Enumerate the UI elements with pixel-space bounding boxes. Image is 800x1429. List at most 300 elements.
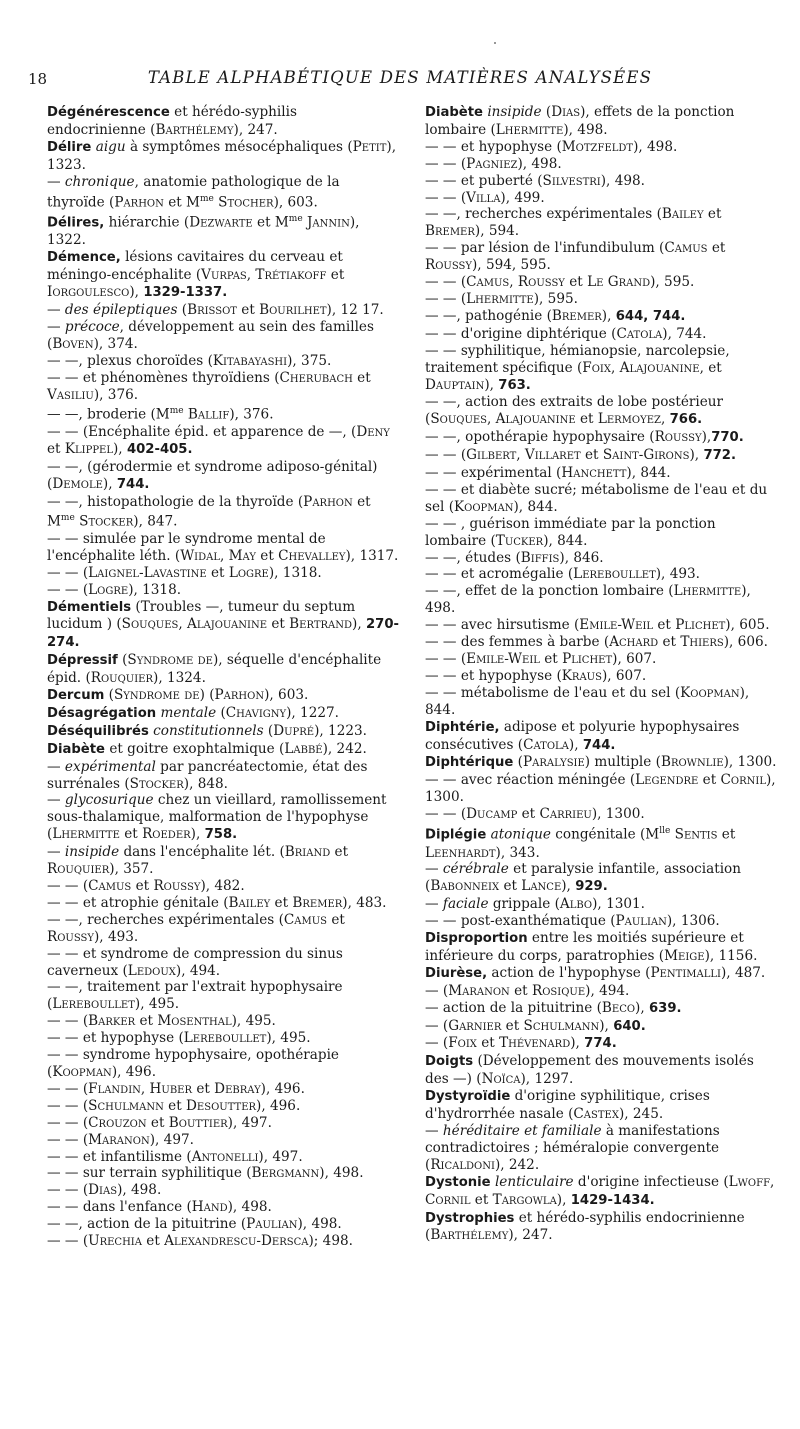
- entry-text: ), 1300.: [723, 754, 777, 771]
- entry-text: et: [163, 1097, 187, 1114]
- index-entry: [425, 983, 777, 1000]
- entry-italic-term: expérimental: [64, 758, 156, 775]
- entry-text: — — post-exanthématique (: [425, 913, 616, 930]
- index-entry: [47, 1047, 399, 1081]
- entry-text: chez un vieillard, ramollissement sous-thalamique, malformation de l'hypophyse (: [47, 792, 391, 843]
- author-name: Ducamp: [466, 806, 518, 823]
- entry-text: ), 498.: [297, 1216, 342, 1233]
- author-name: Camus: [88, 878, 132, 894]
- index-entry: [47, 844, 399, 878]
- entry-text: — — (: [47, 1097, 89, 1114]
- index-entry: [47, 792, 399, 844]
- entry-text: et: [580, 447, 603, 464]
- author-name: Laignel-Lavastine: [88, 564, 207, 581]
- entry-italic-term: lenticulaire: [494, 1173, 574, 1190]
- index-entry: [47, 1216, 399, 1233]
- entry-keyword: Diplégie: [425, 827, 487, 843]
- author-name: Stocker: [79, 513, 134, 530]
- entry-text: et paralysie infantile, association (: [425, 861, 746, 895]
- index-entry: [425, 1000, 777, 1018]
- entry-text: ), 247.: [233, 121, 278, 138]
- author-name: Barker: [88, 1013, 136, 1030]
- entry-text: ), 1300.: [591, 806, 645, 823]
- entry-text: —: [425, 1123, 443, 1139]
- entry-text: ), 1156.: [704, 947, 758, 964]
- author-name: Kraus: [561, 667, 602, 684]
- author-name: Brownlie: [660, 754, 724, 771]
- entry-text: ), 496.: [256, 1097, 301, 1114]
- author-name: Camus: [283, 911, 328, 928]
- page-reference-bold: 772.: [703, 448, 736, 464]
- entry-text: ), 493.: [94, 928, 139, 945]
- entry-text: ), 1306.: [666, 913, 720, 930]
- entry-text: —: [47, 173, 65, 190]
- entry-text: (: [541, 104, 552, 120]
- entry-text: ), 603.: [273, 194, 318, 211]
- author-name: Chavigny: [225, 704, 287, 721]
- index-entry: [425, 516, 777, 550]
- title-superscript: lle: [659, 826, 671, 837]
- entry-text: ), 357.: [109, 861, 154, 878]
- entry-text: — — (: [425, 155, 467, 172]
- entry-italic-term: aigu: [95, 138, 126, 155]
- page-reference-bold: 644, 744.: [615, 308, 686, 324]
- author-name: Barthélemy: [430, 1227, 509, 1244]
- entry-text: — — avec réaction méningée (: [425, 772, 636, 789]
- entry-text: ), 1301.: [592, 896, 645, 913]
- author-name: Lereboullet: [573, 566, 656, 583]
- author-name: Dezwarte: [189, 214, 253, 231]
- author-name: Lance: [521, 878, 562, 895]
- author-name: Emile-Weil: [466, 651, 540, 667]
- entry-text: ), 498.: [600, 172, 645, 189]
- entry-keyword: Doigts: [425, 1054, 474, 1070]
- index-entry: [47, 759, 399, 793]
- entry-keyword: Dystonie: [425, 1174, 491, 1190]
- entry-text: — —, broderie (M: [47, 407, 170, 423]
- index-column-left: [47, 104, 399, 1250]
- author-name: Souques, Alajouanine: [430, 411, 576, 428]
- author-name: Motzfeldt: [561, 138, 634, 155]
- entry-text: ), séquelle d'encéphalite épid. (: [47, 652, 386, 687]
- entry-text: et: [653, 617, 676, 634]
- entry-text: et M: [163, 194, 200, 211]
- index-entry: [425, 1210, 777, 1245]
- entry-text: ), 498.: [117, 1182, 162, 1199]
- author-name: Dupré: [273, 722, 315, 739]
- entry-text: ), 1318.: [128, 581, 182, 598]
- entry-text: d'origine syphilitique, crises d'hydrorrhée nasale (: [425, 1088, 715, 1123]
- entry-text: ), 1318.: [268, 564, 322, 581]
- author-name: Iorgoulesco: [47, 284, 130, 301]
- entry-text: ),: [352, 616, 366, 633]
- index-entry: [47, 104, 399, 139]
- entry-text: ), 844.: [626, 465, 671, 482]
- entry-text: — — d'origine diphtérique (: [425, 325, 617, 342]
- author-name: Roussy: [425, 257, 472, 274]
- author-name: Villa: [466, 189, 501, 206]
- index-entry: [47, 1182, 399, 1199]
- index-entry: [47, 723, 399, 741]
- entry-text: ),: [570, 1035, 585, 1052]
- entry-text: et: [539, 651, 563, 667]
- author-name: Schulmann: [88, 1097, 164, 1114]
- author-name: Stocher: [218, 194, 274, 211]
- index-entry: [425, 139, 777, 156]
- author-name: Plichet: [675, 617, 726, 634]
- entry-text: ),: [689, 447, 704, 464]
- entry-text: et: [330, 844, 353, 861]
- entry-text: à manifestations contradictoires ; héméralopie convergente (: [425, 1123, 725, 1173]
- entry-text: lésions cavitaires du cerveau et méningo-encéphalite (: [47, 249, 348, 284]
- entry-keyword: Dercum: [47, 688, 105, 704]
- entry-text: — — (: [47, 1114, 89, 1131]
- page-header: [28, 62, 772, 92]
- author-name: Beco: [601, 999, 636, 1016]
- entry-text: d'origine infectieuse (: [573, 1173, 729, 1190]
- index-entry: [47, 1030, 399, 1047]
- entry-text: ), 844.: [543, 532, 588, 549]
- entry-text: — action de la pituitrine (: [425, 999, 602, 1016]
- entry-text: — — (: [425, 447, 467, 464]
- entry-text: ), 376.: [229, 407, 274, 423]
- index-entry: [425, 343, 777, 395]
- author-name: Ledoux: [127, 962, 176, 979]
- author-name: Foix, Alajouanine: [582, 359, 700, 376]
- author-name: Plichet: [562, 651, 613, 667]
- index-entry: [47, 1081, 399, 1098]
- entry-text: ), 1223.: [314, 722, 367, 739]
- author-name: Syndrome: [113, 687, 180, 704]
- author-name: Silvestri: [542, 172, 601, 189]
- entry-italic-term: héréditaire et familiale: [442, 1123, 602, 1139]
- entry-text: ),: [556, 1191, 571, 1208]
- index-entry: [47, 353, 399, 370]
- entry-text: ), effets de la ponction lombaire (: [425, 104, 739, 138]
- entry-text: et: [517, 806, 540, 823]
- entry-text: et: [717, 826, 740, 843]
- entry-text: — —, action de la pituitrine (: [47, 1216, 247, 1233]
- entry-text: ), 594, 595.: [472, 257, 551, 274]
- author-name: Bremer: [551, 307, 602, 324]
- entry-text: ), 495.: [231, 1013, 276, 1030]
- author-name: Roussy: [153, 878, 201, 894]
- author-name: Lereboullet: [183, 1030, 267, 1047]
- index-entry: [425, 326, 777, 343]
- entry-text: ), 495.: [134, 996, 180, 1013]
- entry-text: (: [177, 302, 188, 319]
- entry-italic-term: atonique: [490, 826, 551, 843]
- index-entry: [425, 566, 777, 583]
- entry-text: ),: [701, 429, 712, 446]
- author-name: Jannin: [306, 214, 350, 231]
- entry-text: — —, histopathologie de la thyroïde (: [47, 493, 304, 510]
- entry-text: ), 498.: [563, 121, 608, 138]
- author-name: Alexandrescu-Dersca: [164, 1233, 309, 1250]
- entry-text: — —, opothérapie hypophysaire (: [425, 429, 655, 446]
- author-name: Dias: [88, 1182, 118, 1199]
- entry-text: ), 1317.: [345, 547, 399, 564]
- author-name: Roussy: [47, 928, 94, 945]
- author-name: Dauptain: [425, 376, 485, 393]
- index-entry: [425, 1123, 777, 1174]
- page-reference-bold: 766.: [669, 412, 703, 428]
- index-entry: [425, 190, 777, 207]
- author-name: Lhermitte: [673, 583, 742, 600]
- entry-text: — — (: [425, 651, 467, 667]
- index-entry: [425, 772, 780, 806]
- index-entry: [47, 878, 399, 895]
- author-name: Briand: [284, 844, 331, 861]
- entry-text: — — métabolisme de l'eau et du sel (: [425, 684, 681, 701]
- index-entry: [425, 754, 777, 772]
- entry-text: — — et hypophyse (: [425, 667, 562, 684]
- author-name: Widal, May: [180, 547, 256, 564]
- index-entry: [425, 240, 777, 274]
- author-name: Tucker: [495, 532, 544, 549]
- index-entry: [425, 668, 777, 685]
- entry-text: — —, plexus choroïdes (: [47, 352, 213, 369]
- author-name: Desoutter: [186, 1097, 257, 1114]
- index-entry: [47, 319, 399, 353]
- entry-text: ), 498.: [425, 583, 756, 617]
- author-name: Albo: [559, 896, 593, 913]
- index-entry: [425, 104, 777, 139]
- entry-text: ), 847.: [133, 513, 178, 530]
- index-entry: [425, 806, 777, 823]
- author-name: Carrieu: [539, 806, 592, 823]
- author-name: Pagniez: [466, 155, 518, 172]
- entry-text: et: [146, 1114, 169, 1131]
- author-name: Brissot: [187, 302, 237, 319]
- entry-text: ), 498.: [319, 1165, 364, 1182]
- page-reference-bold: 1429-1434.: [570, 1192, 655, 1208]
- entry-text: , développement au sein des familles (: [47, 318, 379, 352]
- entry-italic-term: cérébrale: [442, 861, 509, 878]
- author-name: Rouquier: [90, 670, 154, 687]
- entry-text: — —, recherches expérimentales (: [425, 206, 662, 223]
- author-name: Meige: [664, 947, 705, 964]
- index-entry: [425, 1088, 777, 1123]
- author-name: Cornil: [720, 772, 766, 789]
- entry-text: et: [703, 206, 726, 223]
- entry-text: ), 844.: [513, 498, 558, 515]
- entry-text: — (: [425, 1017, 449, 1034]
- title-superscript: me: [169, 406, 184, 417]
- entry-text: ),: [113, 440, 127, 457]
- author-name: Catola: [616, 325, 663, 342]
- entry-text: — — (: [47, 581, 89, 598]
- index-entry: [47, 1233, 399, 1250]
- index-entry: [425, 1018, 777, 1036]
- index-entry: [47, 1013, 399, 1030]
- author-name: Koopman: [680, 684, 740, 701]
- author-name: Maranon: [88, 1131, 150, 1148]
- author-name: Kitabayashi: [212, 352, 288, 369]
- author-name: Schulmann: [523, 1017, 600, 1034]
- author-name: Hanchett: [561, 465, 627, 482]
- entry-text: et: [509, 982, 532, 999]
- index-entry: [47, 531, 399, 565]
- index-entry: [425, 394, 777, 429]
- entry-text: ),: [601, 307, 616, 324]
- entry-text: ), 497.: [149, 1131, 194, 1148]
- author-name: Pentimalli: [650, 964, 721, 981]
- entry-text: et: [575, 411, 598, 428]
- index-entry: [425, 156, 777, 173]
- index-entry: [47, 687, 399, 705]
- entry-text: — — (: [425, 189, 467, 206]
- index-entry: [425, 583, 777, 617]
- index-entry: [47, 979, 399, 1013]
- index-entry: [425, 482, 777, 516]
- entry-text: — —, action des extraits de lobe postérieur (: [425, 394, 728, 428]
- index-entry: [47, 1149, 399, 1166]
- entry-text: — — et hypophyse (: [47, 1030, 184, 1047]
- author-name: Roeder: [142, 826, 191, 843]
- entry-text: ), 1227.: [286, 704, 339, 721]
- author-name: Hand: [191, 1199, 228, 1216]
- page-reference-bold: 774.: [584, 1036, 617, 1052]
- entry-text: et: [119, 826, 143, 843]
- author-name: Rosique: [531, 982, 586, 999]
- author-name: Emile-Weil: [579, 617, 654, 634]
- entry-text: et: [501, 1017, 524, 1034]
- entry-text: ),: [102, 475, 117, 492]
- entry-text: ),: [568, 736, 583, 753]
- author-name: Debray: [214, 1080, 261, 1097]
- index-entry: [47, 424, 399, 459]
- entry-text: — — (Encéphalite épid. et apparence de —, (: [47, 423, 357, 440]
- entry-text: ), 606.: [723, 634, 768, 651]
- author-name: Boven: [52, 335, 94, 352]
- author-name: Paralysie: [522, 754, 585, 771]
- author-name: de: [184, 687, 200, 704]
- page-reference-bold: 744.: [582, 737, 616, 753]
- entry-text: ), 744.: [662, 325, 707, 342]
- entry-text: ), 242.: [322, 740, 367, 757]
- entry-text: ), 494.: [175, 962, 221, 979]
- author-name: Mosenthal: [157, 1013, 232, 1030]
- author-name: Bailey: [661, 206, 704, 223]
- author-name: Foix: [448, 1035, 477, 1052]
- entry-text: — — , guérison immédiate par la ponction lombaire (: [425, 515, 720, 549]
- entry-italic-term: insipide: [487, 104, 542, 120]
- author-name: Parhon: [214, 687, 265, 704]
- index-entry: [47, 705, 399, 723]
- author-name: Maranon: [448, 982, 510, 999]
- index-entry: [47, 459, 399, 494]
- page-reference-bold: 763.: [498, 377, 531, 393]
- entry-text: et M: [47, 493, 375, 530]
- author-name: Bouttier: [168, 1114, 228, 1131]
- entry-text: et: [470, 1191, 493, 1208]
- entry-text: — — (: [425, 290, 467, 307]
- index-entry: [47, 1132, 399, 1149]
- author-name: Dias: [551, 104, 581, 120]
- entry-text: — — (: [47, 1233, 89, 1250]
- index-entry: [425, 634, 777, 651]
- entry-italic-term: mentale: [160, 704, 217, 721]
- entry-text: ), 245.: [618, 1106, 664, 1123]
- author-name: Lermoyez: [597, 411, 661, 428]
- author-name: Thévenard: [499, 1035, 571, 1052]
- entry-text: — — syndrome hypophysaire, opothérapie (: [47, 1047, 344, 1080]
- entry-text: et M: [252, 214, 289, 231]
- entry-keyword: Diabète: [47, 741, 105, 757]
- author-name: Noïca: [481, 1071, 521, 1088]
- index-entry: [47, 652, 399, 687]
- entry-text: ), 595.: [533, 290, 578, 307]
- entry-keyword: Dystrophies: [425, 1210, 515, 1226]
- index-entry: [47, 1098, 399, 1115]
- author-name: Paulian: [615, 913, 667, 930]
- entry-text: ), 375.: [287, 352, 332, 369]
- author-name: Achard: [609, 634, 659, 651]
- author-name: Thiers: [680, 634, 724, 651]
- entry-text: et: [131, 878, 154, 894]
- entry-text: — — (: [47, 1131, 89, 1148]
- author-name: Camus: [664, 240, 708, 257]
- entry-keyword: Dystyroïdie: [425, 1089, 511, 1105]
- entry-text: et: [658, 634, 681, 651]
- entry-text: hiérarchie (: [104, 214, 190, 231]
- author-name: Labbé: [284, 740, 323, 757]
- index-entry: [47, 1199, 399, 1216]
- entry-text: action de l'hypophyse (: [487, 964, 651, 981]
- entry-text: — — et phénomènes thyroïdiens (: [47, 369, 280, 386]
- entry-text: et goitre exophtalmique (: [105, 740, 285, 757]
- index-entry: [425, 550, 777, 567]
- page-reference-bold: 758.: [204, 827, 238, 843]
- index-entry: [47, 302, 399, 319]
- author-name: Catola: [523, 736, 569, 753]
- index-entry: [425, 173, 777, 190]
- entry-text: et: [192, 1080, 215, 1097]
- entry-text: ), 498.: [517, 155, 562, 172]
- author-name: Klippel: [64, 440, 113, 457]
- author-name: Leenhardt: [425, 844, 496, 861]
- entry-text: et: [326, 267, 349, 284]
- index-entry: [425, 861, 777, 896]
- entry-text: et: [270, 894, 293, 911]
- author-name: Syndrome de: [127, 652, 213, 669]
- author-name: Paulian: [246, 1216, 298, 1233]
- entry-italic-term: constitutionnels: [153, 722, 264, 739]
- title-superscript: me: [60, 513, 75, 524]
- index-entry: [47, 599, 399, 653]
- entry-text: — — et syndrome de compression du sinus caverneux (: [47, 945, 348, 979]
- entry-text: et: [267, 616, 290, 633]
- entry-text: (: [263, 722, 274, 739]
- entry-text: ), 846.: [559, 549, 604, 566]
- entry-text: à symptômes mésocéphaliques (: [125, 138, 353, 155]
- author-name: Bremer: [292, 894, 343, 911]
- page-number: 18: [28, 70, 48, 88]
- entry-text: (: [117, 652, 128, 669]
- author-name: Flandin, Huber: [88, 1080, 193, 1097]
- entry-text: et hérédo-syphilis endocrinienne (: [425, 1209, 750, 1244]
- entry-text: — — et acromégalie (: [425, 566, 574, 583]
- index-entry: [47, 211, 399, 249]
- entry-text: — (: [425, 1035, 449, 1052]
- index-entry: [425, 447, 777, 465]
- index-entry: [47, 139, 399, 174]
- entry-text: — —, traitement par l'extrait hypophysaire (: [47, 979, 347, 1013]
- author-name: Parhon: [303, 493, 353, 510]
- entry-text: adipose et polyurie hypophysaires consécutives (: [425, 718, 744, 753]
- entry-text: — — simulée par le syndrome mental de l'encéphalite léth. (: [47, 530, 330, 564]
